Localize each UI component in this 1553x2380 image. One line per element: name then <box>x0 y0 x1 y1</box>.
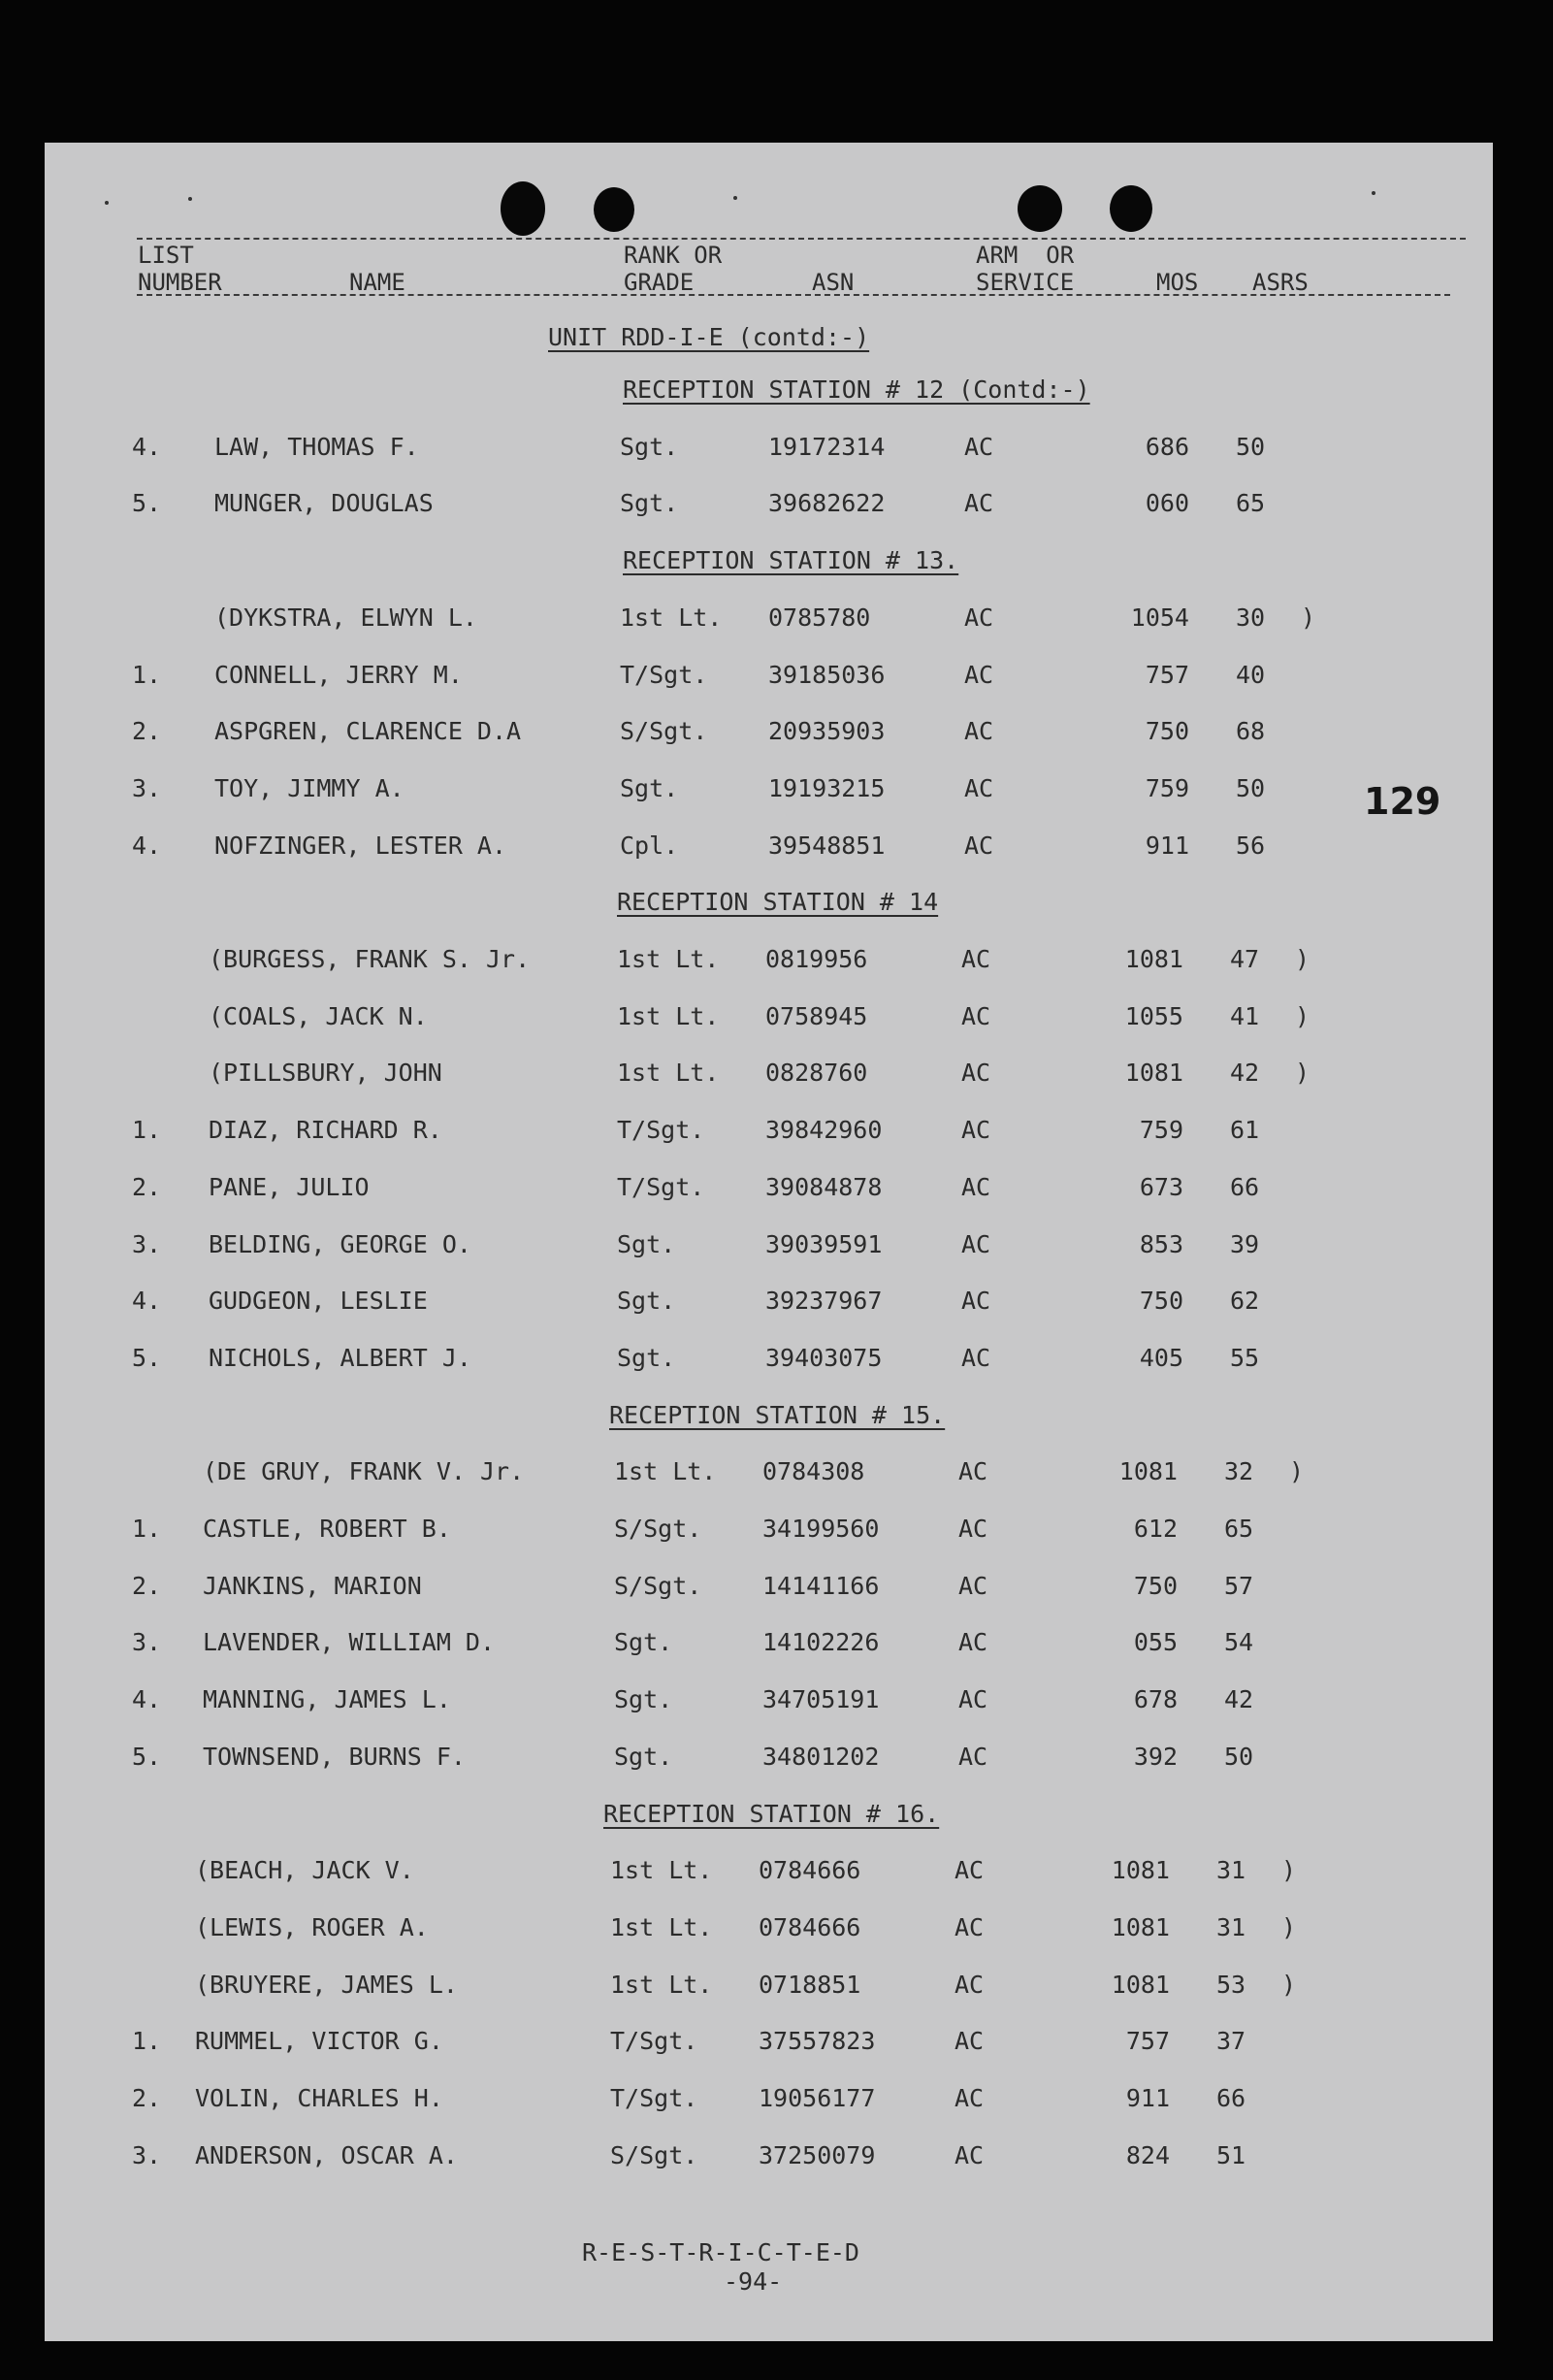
asn-value: 37557823 <box>759 2027 876 2056</box>
roster-row <box>45 1516 1493 1551</box>
rank-grade: T/Sgt. <box>610 2027 698 2056</box>
roster-row <box>45 1001 1493 1039</box>
mos-value: 1081 <box>1124 945 1183 973</box>
mos-value: 853 <box>1139 1229 1183 1258</box>
asn-value: 39039591 <box>765 1229 883 1258</box>
person-name: TOWNSEND, BURNS F. <box>203 1742 466 1771</box>
roster-row <box>45 1630 1493 1665</box>
list-number: 3. <box>132 2140 162 2169</box>
person-name: (LEWIS, ROGER A. <box>195 1912 429 1941</box>
mos-value: 673 <box>1139 1172 1183 1201</box>
list-number: 4. <box>132 831 162 860</box>
person-name: LAW, THOMAS F. <box>214 432 419 461</box>
mos-value: 911 <box>1145 831 1189 860</box>
person-name: LAVENDER, WILLIAM D. <box>203 1628 496 1657</box>
arm-service: AC <box>964 717 994 746</box>
rank-grade: T/Sgt. <box>610 2084 698 2112</box>
header-asn-label: ASN <box>812 269 855 296</box>
arm-service: AC <box>964 432 994 461</box>
roster-row <box>45 2140 1493 2178</box>
arm-service: AC <box>958 1457 988 1486</box>
person-name: (BRUYERE, JAMES L. <box>195 1970 458 1999</box>
asrs-value: 57 <box>1224 1571 1254 1600</box>
header-rank-label: RANK OR <box>624 242 723 269</box>
mos-value: 1081 <box>1111 1912 1170 1941</box>
asrs-value: 41 <box>1230 1001 1260 1030</box>
side-page-number: 129 <box>1364 780 1441 823</box>
asn-value: 19193215 <box>768 773 886 802</box>
person-name: (COALS, JACK N. <box>209 1001 428 1030</box>
asrs-value: 56 <box>1236 831 1266 860</box>
asn-value: 34705191 <box>762 1685 880 1714</box>
arm-service: AC <box>954 1912 985 1941</box>
asrs-value: 54 <box>1224 1628 1254 1657</box>
person-name: GUDGEON, LESLIE <box>209 1287 428 1316</box>
asrs-value: 42 <box>1230 1059 1260 1088</box>
asrs-value: 50 <box>1236 432 1266 461</box>
rank-grade: Sgt. <box>617 1287 676 1316</box>
person-name: PANE, JULIO <box>209 1172 370 1201</box>
person-name: (BURGESS, FRANK S. Jr. <box>209 945 531 973</box>
punch-hole <box>594 187 634 232</box>
mos-value: 1055 <box>1124 1001 1183 1030</box>
person-name: RUMMEL, VICTOR G. <box>195 2027 443 2056</box>
asrs-value: 68 <box>1236 717 1266 746</box>
asrs-value: 65 <box>1224 1515 1254 1543</box>
arm-service: AC <box>964 489 994 518</box>
asrs-value: 40 <box>1236 660 1266 689</box>
asn-value: 14102226 <box>762 1628 880 1657</box>
header-top-rule <box>137 238 1466 240</box>
asn-value: 34801202 <box>762 1742 880 1771</box>
roster-row <box>45 1459 1493 1494</box>
arm-service: AC <box>961 1287 991 1316</box>
rank-grade: T/Sgt. <box>617 1116 705 1145</box>
section-title: RECEPTION STATION # 13. <box>623 546 959 575</box>
asrs-value: 53 <box>1216 1970 1246 1999</box>
mos-value: 759 <box>1145 773 1189 802</box>
rank-grade: 1st Lt. <box>620 603 723 632</box>
rank-grade: S/Sgt. <box>610 2140 698 2169</box>
list-number: 1. <box>132 660 162 689</box>
mos-value: 405 <box>1139 1343 1183 1372</box>
roster-row <box>45 2029 1493 2064</box>
header-name-label: NAME <box>349 269 405 296</box>
rank-grade: Sgt. <box>620 432 679 461</box>
roster-row <box>45 605 1493 640</box>
asn-value: 0785780 <box>768 603 871 632</box>
mos-value: 612 <box>1133 1515 1178 1543</box>
person-name: CONNELL, JERRY M. <box>214 660 463 689</box>
bracket-mark: ) <box>1281 1856 1297 1885</box>
roster-row <box>45 1118 1493 1153</box>
asrs-value: 37 <box>1216 2027 1246 2056</box>
bracket-mark: ) <box>1281 1970 1297 1999</box>
mos-value: 060 <box>1145 489 1189 518</box>
asrs-value: 50 <box>1224 1742 1254 1771</box>
asn-value: 0784666 <box>759 1856 861 1885</box>
roster-row <box>45 1744 1493 1779</box>
asn-value: 19172314 <box>768 432 886 461</box>
arm-service: AC <box>961 1116 991 1145</box>
list-number: 5. <box>132 489 162 518</box>
bracket-mark: ) <box>1281 1912 1297 1941</box>
bracket-mark: ) <box>1295 1059 1310 1088</box>
rank-grade: Sgt. <box>614 1628 673 1657</box>
asn-value: 39237967 <box>765 1287 883 1316</box>
asn-value: 0784666 <box>759 1912 861 1941</box>
roster-row <box>45 1571 1493 1609</box>
asn-value: 39548851 <box>768 831 886 860</box>
roster-row <box>45 773 1493 811</box>
arm-service: AC <box>964 831 994 860</box>
rank-grade: Sgt. <box>620 773 679 802</box>
arm-service: AC <box>964 660 994 689</box>
mos-value: 1081 <box>1118 1457 1178 1486</box>
mos-value: 750 <box>1133 1571 1178 1600</box>
rank-grade: T/Sgt. <box>620 660 708 689</box>
asn-value: 14141166 <box>762 1571 880 1600</box>
person-name: (PILLSBURY, JOHN <box>209 1059 442 1088</box>
rank-grade: 1st Lt. <box>617 1001 720 1030</box>
list-number: 5. <box>132 1742 162 1771</box>
person-name: DIAZ, RICHARD R. <box>209 1116 442 1145</box>
asn-value: 0718851 <box>759 1970 861 1999</box>
rank-grade: 1st Lt. <box>610 1912 713 1941</box>
punch-hole <box>501 181 545 236</box>
arm-service: AC <box>954 1970 985 1999</box>
asrs-value: 55 <box>1230 1343 1260 1372</box>
person-name: (DYKSTRA, ELWYN L. <box>214 603 477 632</box>
header-asrs-label: ASRS <box>1252 269 1309 296</box>
person-name: MUNGER, DOUGLAS <box>214 489 434 518</box>
person-name: JANKINS, MARION <box>203 1571 422 1600</box>
section-title: RECEPTION STATION # 16. <box>603 1799 940 1828</box>
asn-value: 0819956 <box>765 945 868 973</box>
asrs-value: 62 <box>1230 1287 1260 1316</box>
list-number: 1. <box>132 1515 162 1543</box>
bracket-mark: ) <box>1295 945 1310 973</box>
mos-value: 1081 <box>1124 1059 1183 1088</box>
list-number: 2. <box>132 1571 162 1600</box>
asn-value: 39185036 <box>768 660 886 689</box>
asrs-value: 66 <box>1216 2084 1246 2112</box>
arm-service: AC <box>954 1856 985 1885</box>
mos-value: 392 <box>1133 1742 1178 1771</box>
list-number: 2. <box>132 717 162 746</box>
roster-row <box>45 660 1493 698</box>
asrs-value: 30 <box>1236 603 1266 632</box>
person-name: BELDING, GEORGE O. <box>209 1229 471 1258</box>
arm-service: AC <box>964 603 994 632</box>
arm-service: AC <box>954 2140 985 2169</box>
punch-hole <box>1018 185 1062 232</box>
arm-service: AC <box>958 1685 988 1714</box>
asn-value: 0828760 <box>765 1059 868 1088</box>
punch-hole <box>1110 185 1152 232</box>
person-name: NOFZINGER, LESTER A. <box>214 831 507 860</box>
section-title: RECEPTION STATION # 14 <box>617 888 939 917</box>
bracket-mark: ) <box>1301 603 1316 632</box>
list-number: 3. <box>132 1229 162 1258</box>
arm-service: AC <box>961 1059 991 1088</box>
person-name: MANNING, JAMES L. <box>203 1685 451 1714</box>
header-grade-label: GRADE <box>624 269 695 296</box>
person-name: VOLIN, CHARLES H. <box>195 2084 443 2112</box>
person-name: NICHOLS, ALBERT J. <box>209 1343 471 1372</box>
page-number: -94- <box>724 2267 783 2296</box>
asrs-value: 51 <box>1216 2140 1246 2169</box>
rank-grade: Sgt. <box>614 1685 673 1714</box>
list-number: 2. <box>132 1172 162 1201</box>
mos-value: 750 <box>1145 717 1189 746</box>
rank-grade: Sgt. <box>617 1343 676 1372</box>
mos-value: 759 <box>1139 1116 1183 1145</box>
mos-value: 1081 <box>1111 1970 1170 1999</box>
rank-grade: Sgt. <box>617 1229 676 1258</box>
asrs-value: 31 <box>1216 1912 1246 1941</box>
mos-value: 686 <box>1145 432 1189 461</box>
list-number: 4. <box>132 432 162 461</box>
asrs-value: 66 <box>1230 1172 1260 1201</box>
roster-row <box>45 491 1493 526</box>
arm-service: AC <box>954 2027 985 2056</box>
arm-service: AC <box>961 1172 991 1201</box>
person-name: TOY, JIMMY A. <box>214 773 404 802</box>
header-number-label: NUMBER <box>138 269 222 296</box>
asn-value: 39084878 <box>765 1172 883 1201</box>
mos-value: 1081 <box>1111 1856 1170 1885</box>
list-number: 3. <box>132 773 162 802</box>
roster-row <box>45 1288 1493 1323</box>
rank-grade: 1st Lt. <box>610 1970 713 1999</box>
roster-row <box>45 432 1493 470</box>
asrs-value: 47 <box>1230 945 1260 973</box>
asn-value: 19056177 <box>759 2084 876 2112</box>
asn-value: 0758945 <box>765 1001 868 1030</box>
person-name: CASTLE, ROBERT B. <box>203 1515 451 1543</box>
asn-value: 39403075 <box>765 1343 883 1372</box>
bracket-mark: ) <box>1289 1457 1305 1486</box>
asn-value: 0784308 <box>762 1457 865 1486</box>
bracket-mark: ) <box>1295 1001 1310 1030</box>
header-list-label: LIST <box>138 242 194 269</box>
rank-grade: Sgt. <box>614 1742 673 1771</box>
rank-grade: S/Sgt. <box>614 1571 702 1600</box>
list-number: 3. <box>132 1628 162 1657</box>
arm-service: AC <box>958 1628 988 1657</box>
arm-service: AC <box>961 945 991 973</box>
rank-grade: Cpl. <box>620 831 679 860</box>
mos-value: 055 <box>1133 1628 1178 1657</box>
roster-row <box>45 1912 1493 1950</box>
mos-value: 824 <box>1125 2140 1170 2169</box>
person-name: (BEACH, JACK V. <box>195 1856 414 1885</box>
rank-grade: 1st Lt. <box>617 1059 720 1088</box>
header-mos-label: MOS <box>1156 269 1199 296</box>
roster-row <box>45 1343 1493 1381</box>
mos-value: 750 <box>1139 1287 1183 1316</box>
header-arm-label: ARM OR <box>976 242 1075 269</box>
roster-row <box>45 833 1493 868</box>
asrs-value: 42 <box>1224 1685 1254 1714</box>
rank-grade: S/Sgt. <box>614 1515 702 1543</box>
roster-row <box>45 1060 1493 1095</box>
roster-row <box>45 719 1493 754</box>
roster-row <box>45 947 1493 982</box>
asrs-value: 50 <box>1236 773 1266 802</box>
list-number: 1. <box>132 2027 162 2056</box>
roster-row <box>45 1229 1493 1267</box>
roster-row <box>45 1172 1493 1210</box>
list-number: 4. <box>132 1685 162 1714</box>
arm-service: AC <box>961 1001 991 1030</box>
arm-service: AC <box>958 1742 988 1771</box>
unit-title: UNIT RDD-I-E (contd:-) <box>548 323 870 351</box>
rank-grade: 1st Lt. <box>610 1856 713 1885</box>
asn-value: 39842960 <box>765 1116 883 1145</box>
mos-value: 1054 <box>1130 603 1189 632</box>
rank-grade: 1st Lt. <box>617 945 720 973</box>
list-number: 2. <box>132 2084 162 2112</box>
header-service-label: SERVICE <box>976 269 1075 296</box>
document-page <box>45 143 1493 2341</box>
person-name: ASPGREN, CLARENCE D.A <box>214 717 522 746</box>
mos-value: 757 <box>1125 2027 1170 2056</box>
section-title: RECEPTION STATION # 15. <box>609 1400 946 1429</box>
list-number: 4. <box>132 1287 162 1316</box>
asn-value: 39682622 <box>768 489 886 518</box>
arm-service: AC <box>961 1343 991 1372</box>
rank-grade: S/Sgt. <box>620 717 708 746</box>
roster-row <box>45 1858 1493 1893</box>
person-name: (DE GRUY, FRANK V. Jr. <box>203 1457 525 1486</box>
arm-service: AC <box>958 1515 988 1543</box>
arm-service: AC <box>954 2084 985 2112</box>
roster-row <box>45 1687 1493 1722</box>
asrs-value: 65 <box>1236 489 1266 518</box>
asn-value: 20935903 <box>768 717 886 746</box>
asrs-value: 31 <box>1216 1856 1246 1885</box>
arm-service: AC <box>964 773 994 802</box>
restricted-footer: R-E-S-T-R-I-C-T-E-D <box>582 2238 859 2266</box>
list-number: 1. <box>132 1116 162 1145</box>
asn-value: 37250079 <box>759 2140 876 2169</box>
person-name: ANDERSON, OSCAR A. <box>195 2140 458 2169</box>
asrs-value: 61 <box>1230 1116 1260 1145</box>
section-title: RECEPTION STATION # 12 (Contd:-) <box>623 375 1090 404</box>
asrs-value: 39 <box>1230 1229 1260 1258</box>
asrs-value: 32 <box>1224 1457 1254 1486</box>
mos-value: 757 <box>1145 660 1189 689</box>
arm-service: AC <box>961 1229 991 1258</box>
mos-value: 911 <box>1125 2084 1170 2112</box>
roster-row <box>45 1972 1493 2007</box>
asn-value: 34199560 <box>762 1515 880 1543</box>
rank-grade: 1st Lt. <box>614 1457 717 1486</box>
mos-value: 678 <box>1133 1685 1178 1714</box>
arm-service: AC <box>958 1571 988 1600</box>
rank-grade: Sgt. <box>620 489 679 518</box>
roster-row <box>45 2086 1493 2121</box>
list-number: 5. <box>132 1343 162 1372</box>
rank-grade: T/Sgt. <box>617 1172 705 1201</box>
